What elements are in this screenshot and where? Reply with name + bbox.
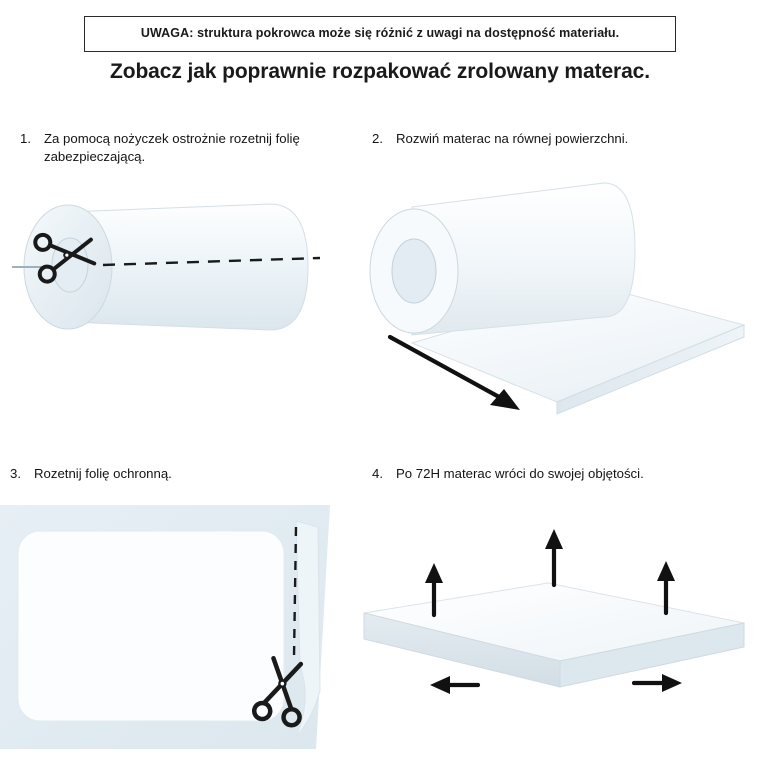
- step-2-illustration: [352, 165, 752, 430]
- step-4-caption: [372, 465, 732, 483]
- step-2-caption: [372, 130, 712, 148]
- step-4-text: Po 72H materac wróci do swojej objętości.: [396, 466, 644, 481]
- step-4-illustration: [352, 505, 756, 735]
- expand-arrow-left: [430, 676, 478, 694]
- expand-arrow-up-right: [657, 561, 675, 613]
- step-4-number: 4.: [372, 466, 383, 481]
- step-3-caption: [10, 465, 330, 483]
- step-1-illustration: [8, 182, 338, 392]
- expand-arrow-up-center: [545, 529, 563, 585]
- step-1-caption: [20, 130, 320, 166]
- page-title: Zobacz jak poprawnie rozpakować zrolowany materac.: [110, 60, 650, 83]
- step-2-number: 2.: [372, 131, 383, 146]
- step-3-number: 3.: [10, 466, 21, 481]
- roll-core-hole: [392, 239, 436, 303]
- step-1-text: Za pomocą nożyczek ostrożnie rozetnij folię zabezpieczającą.: [44, 131, 300, 164]
- expand-arrow-right: [634, 674, 682, 692]
- step-3-illustration: [0, 505, 340, 753]
- notice-banner: UWAGA: struktura pokrowca może się różnić z uwagi na dostępność materiału.: [84, 16, 676, 52]
- mattress-flat: [18, 531, 284, 721]
- step-2-text: Rozwiń materac na równej powierzchni.: [396, 131, 629, 146]
- step-1-number: 1.: [20, 131, 31, 146]
- step-3-text: Rozetnij folię ochronną.: [34, 466, 172, 481]
